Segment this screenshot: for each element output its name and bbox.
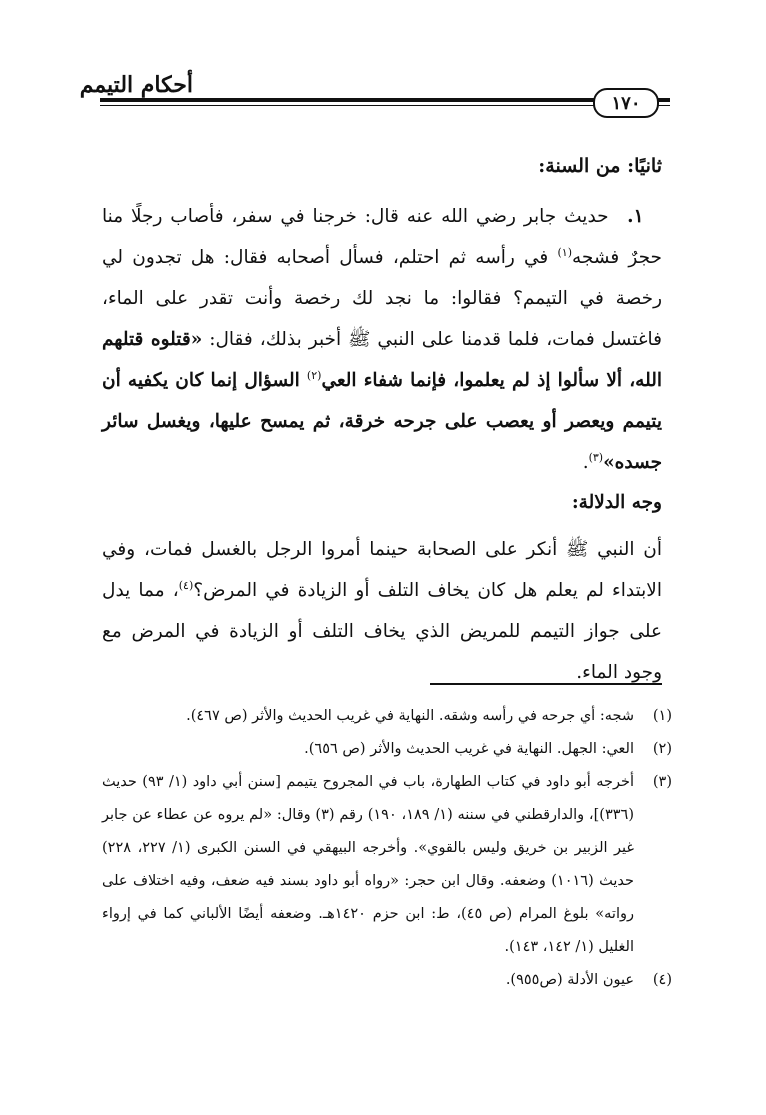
hadith-paragraph	[102, 196, 662, 483]
footnote-number: (٣)	[652, 774, 672, 790]
footnote-text: العي: الجهل. النهاية في غريب الحديث والأثر (ص ٦٥٦).	[304, 741, 634, 757]
footnote-number: (٤)	[652, 972, 672, 988]
hadith-number: ١.	[627, 206, 644, 227]
footnote-item	[102, 964, 672, 997]
hadith-text-part1: حديث جابر رضي الله عنه قال: خرجنا في سفر، فأصاب رجلًا منا حجرٌ فشجه	[102, 206, 662, 268]
footnote-ref-3[interactable]: (٣)	[588, 450, 604, 464]
header-rule-thin	[100, 105, 670, 106]
footnote-ref-4[interactable]: (٤)	[178, 578, 194, 592]
footnote-item	[102, 733, 672, 766]
section-heading: ثانيًا: من السنة:	[538, 155, 662, 177]
footnote-text: أخرجه أبو داود في كتاب الطهارة، باب في المجروح يتيمم [سنن أبي داود (١/ ٩٣) حديث (٣٣٦)]، والدارقطني في سننه (١/ ١٨٩، ١٩٠) رقم (٣) وقال: «لم يروه عن عطاء عن جابر غير الزبير بن خريق وليس بالقوي». وأخرجه البيهقي في السنن الكبرى (١/ ٢٢٧، ٢٢٨) حديث (١٠١٦) وضعفه. وقال ابن حجر: «رواه أبو داود بسند فيه ضعف، وفيه اختلاف على رواته» بلوغ المرام (ص ٤٥)، ط: ابن حزم ١٤٢٠هـ. وضعفه أيضًا الألباني كما في إرواء الغليل (١/ ١٤٢، ١٤٣).	[102, 774, 634, 955]
header-rule-thick	[100, 98, 670, 102]
footnote-number: (٢)	[652, 741, 672, 757]
hadith-text-part2: في رأسه ثم احتلم، فسأل أصحابه فقال: هل تجدون لي رخصة في التيمم؟ فقالوا: ما نجد لك رخصة وأنت تقدر على الماء، فاغتسل فمات، فلما قدمنا على النبي ﷺ أخبر بذلك، فقال:	[102, 247, 662, 350]
hadith-end: .	[582, 452, 589, 473]
footnote-separator	[430, 683, 662, 685]
running-head-title: أحكام التيمم	[79, 72, 193, 98]
footnote-ref-1[interactable]: (١)	[557, 245, 572, 259]
dalala-heading: وجه الدلالة:	[571, 492, 662, 513]
dalala-text-part1: أن النبي ﷺ أنكر على الصحابة حينما أمروا الرجل بالغسل فمات، وفي الابتداء لم يعلم هل كان يخاف التلف أو الزيادة في المرض؟	[102, 539, 662, 601]
footnote-text: شجه: أي جرحه في رأسه وشقه. النهاية في غريب الحديث والأثر (ص ٤٦٧).	[186, 708, 634, 724]
footnote-number: (١)	[652, 708, 672, 724]
hadith-quote-part2: السؤال إنما كان يكفيه أن يتيمم ويعصر أو يعصب على جرحه خرقة، ثم يمسح عليها، ويغسل سائر جسده»	[102, 370, 662, 473]
page-number: ١٧٠	[611, 92, 641, 114]
footnote-item	[102, 700, 672, 733]
footnote-text: عيون الأدلة (ص٩٥٥).	[505, 972, 634, 988]
main-content	[102, 150, 662, 693]
footnote-ref-2[interactable]: (٢)	[306, 368, 322, 382]
page-number-badge	[593, 88, 659, 118]
dalala-text-part2: ، مما يدل على جواز التيمم للمريض الذي يخاف التلف أو الزيادة في المرض مع وجود الماء.	[102, 580, 662, 683]
footnotes	[102, 700, 672, 997]
hadith-quote-part1: «قتلوه قتلهم الله، ألا سألوا إذ لم يعلموا، فإنما شفاء العي	[102, 329, 662, 391]
dalala-paragraph	[102, 529, 662, 693]
footnote-item	[102, 766, 672, 964]
